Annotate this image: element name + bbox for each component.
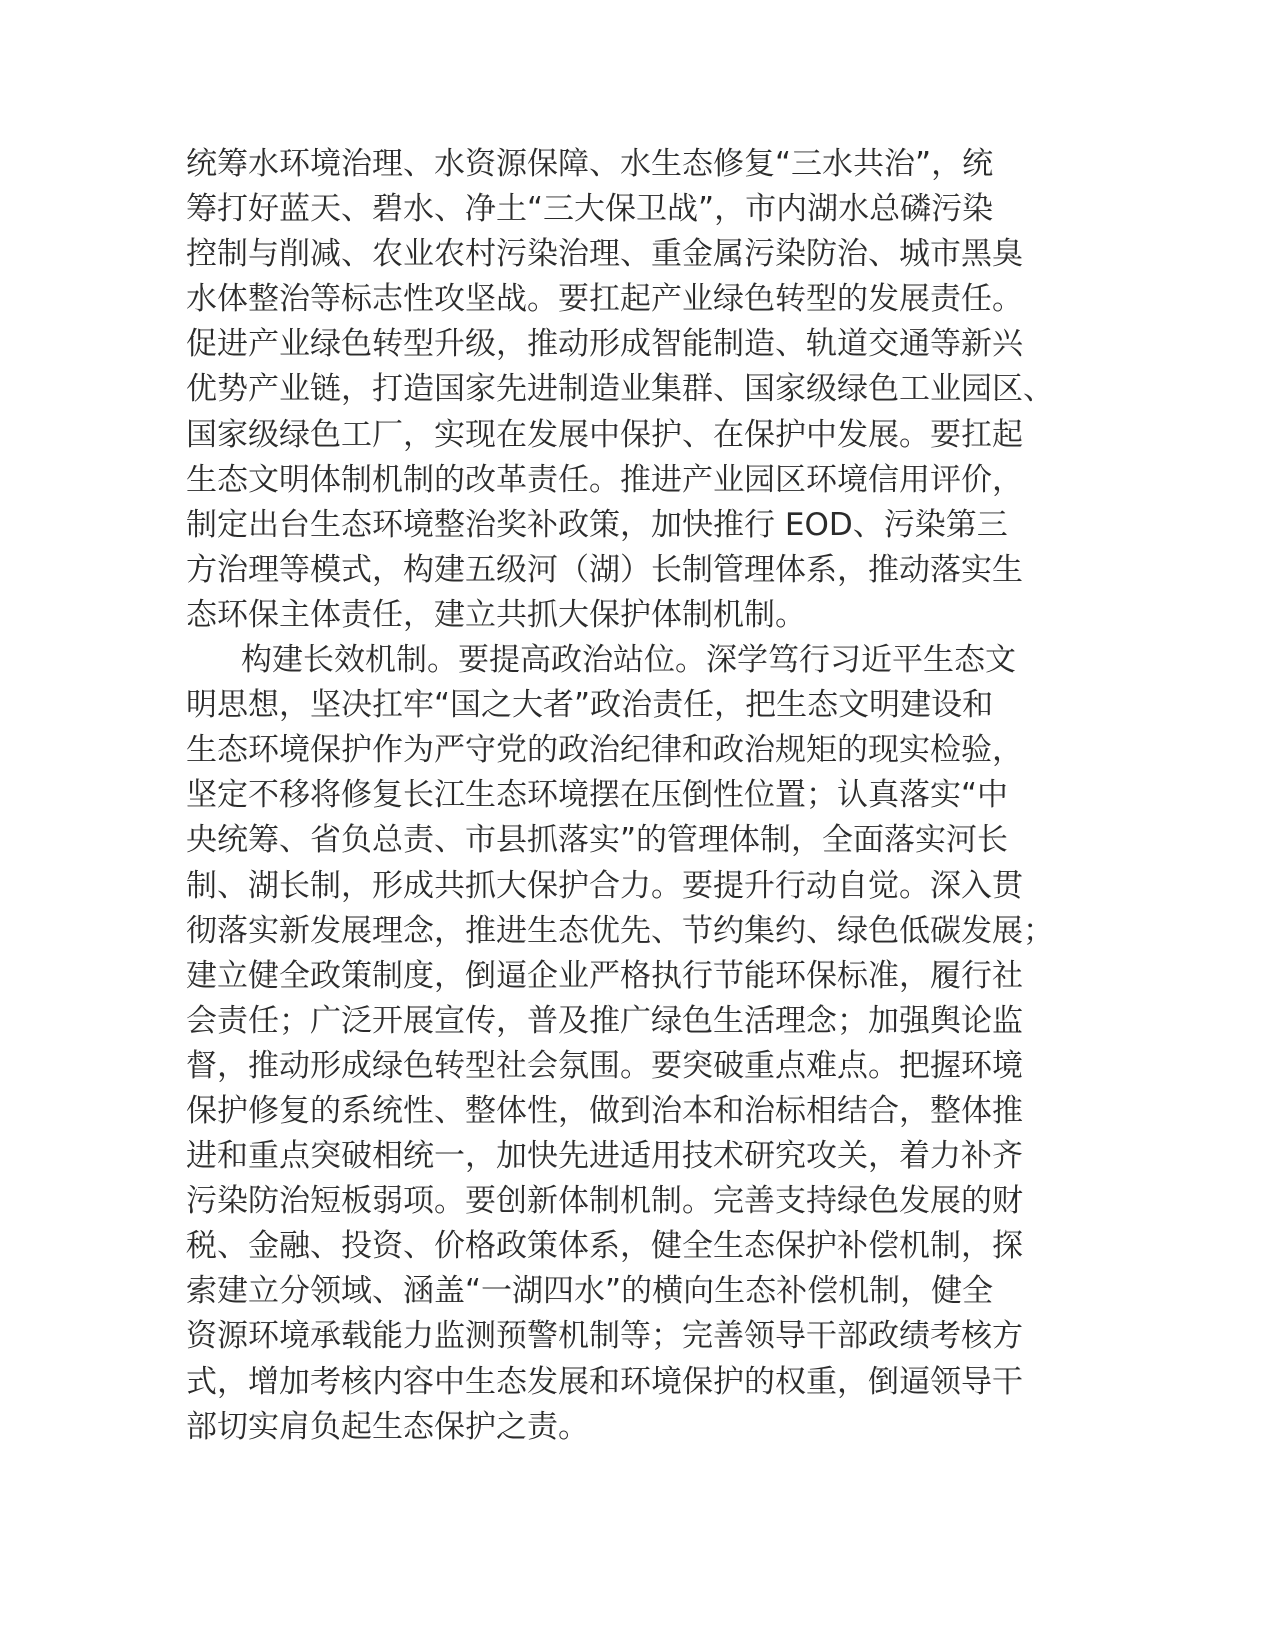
text-line: 优势产业链，打造国家先进制造业集群、国家级绿色工业园区、 bbox=[186, 371, 1054, 408]
paragraph-start-line: 构建长效机制。要提高政治站位。深学笃行习近平生态文 bbox=[241, 642, 1016, 679]
text-line: 部切实肩负起生态保护之责。 bbox=[186, 1408, 589, 1445]
text-line: 央统筹、省负总责、市县抓落实”的管理体制，全面落实河长 bbox=[186, 822, 1009, 859]
text-line: 进和重点突破相统一，加快先进适用技术研究攻关，着力补齐 bbox=[186, 1138, 1023, 1175]
body-text bbox=[186, 142, 1086, 1450]
text-line: 制定出台生态环境整治奖补政策，加快推行 EOD、污染第三 bbox=[186, 506, 1008, 543]
text-line: 索建立分领域、涵盖“一湖四水”的横向生态补偿机制，健全 bbox=[186, 1273, 994, 1310]
text-line: 保护修复的系统性、整体性，做到治本和治标相结合，整体推 bbox=[186, 1092, 1023, 1129]
text-line: 督，推动形成绿色转型社会氛围。要突破重点难点。把握环境 bbox=[186, 1047, 1023, 1084]
text-line: 式，增加考核内容中生态发展和环境保护的权重，倒逼领导干 bbox=[186, 1363, 1023, 1400]
text-line: 生态环境保护作为严守党的政治纪律和政治规矩的现实检验， bbox=[186, 732, 1023, 769]
text-line: 明思想，坚决扛牢“国之大者”政治责任，把生态文明建设和 bbox=[186, 687, 994, 724]
text-line: 坚定不移将修复长江生态环境摆在压倒性位置；认真落实“中 bbox=[186, 777, 1009, 814]
text-line: 筹打好蓝天、碧水、净土“三大保卫战”，市内湖水总磷污染 bbox=[186, 191, 994, 228]
text-line: 统筹水环境治理、水资源保障、水生态修复“三水共治”，统 bbox=[186, 146, 994, 182]
text-line: 态环保主体责任，建立共抓大保护体制机制。 bbox=[186, 596, 806, 633]
text-line: 彻落实新发展理念，推进生态优先、节约集约、绿色低碳发展； bbox=[186, 912, 1054, 949]
text-line: 控制与削减、农业农村污染治理、重金属污染防治、城市黑臭 bbox=[186, 236, 1023, 273]
text-line: 资源环境承载能力监测预警机制等；完善领导干部政绩考核方 bbox=[186, 1318, 1023, 1355]
text-line: 方治理等模式，构建五级河（湖）长制管理体系，推动落实生 bbox=[186, 551, 1023, 588]
text-line: 税、金融、投资、价格政策体系，健全生态保护补偿机制，探 bbox=[186, 1228, 1023, 1265]
text-line: 国家级绿色工厂，实现在发展中保护、在保护中发展。要扛起 bbox=[186, 416, 1023, 453]
text-line: 水体整治等标志性攻坚战。要扛起产业绿色转型的发展责任。 bbox=[186, 281, 1023, 318]
text-line: 制、湖长制，形成共抓大保护合力。要提升行动自觉。深入贯 bbox=[186, 867, 1023, 904]
text-line: 生态文明体制机制的改革责任。推进产业园区环境信用评价， bbox=[186, 461, 1023, 498]
text-line: 建立健全政策制度，倒逼企业严格执行节能环保标准，履行社 bbox=[186, 957, 1023, 994]
text-line: 污染防治短板弱项。要创新体制机制。完善支持绿色发展的财 bbox=[186, 1183, 1023, 1220]
text-line: 促进产业绿色转型升级，推动形成智能制造、轨道交通等新兴 bbox=[186, 326, 1023, 363]
text-line: 会责任；广泛开展宣传，普及推广绿色生活理念；加强舆论监 bbox=[186, 1002, 1023, 1039]
